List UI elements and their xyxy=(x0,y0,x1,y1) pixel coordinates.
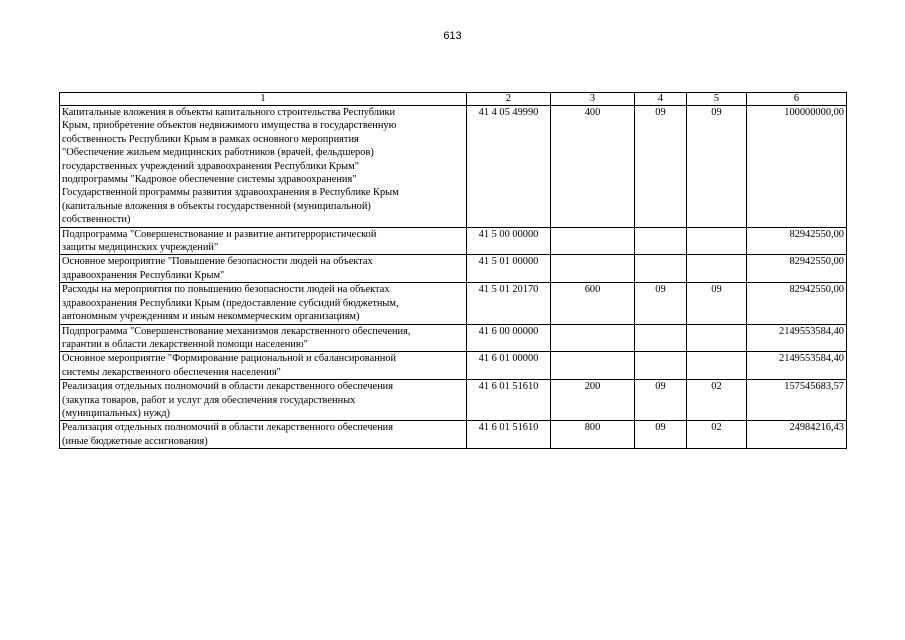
row-amount-cell: 2149553584,40 xyxy=(747,352,847,380)
row-code-cell: 41 6 01 51610 xyxy=(467,380,551,421)
row-name-line: Капитальные вложения в объекты капитального строительства Республики xyxy=(62,107,396,118)
table-row xyxy=(60,324,847,352)
row-amount-cell: 82942550,00 xyxy=(747,255,847,283)
column-header-3: 3 xyxy=(551,93,635,106)
row-name-line: (иные бюджетные ассигнования) xyxy=(62,435,208,447)
row-subsection-cell xyxy=(687,352,747,380)
table-row xyxy=(60,255,847,283)
column-header-2: 2 xyxy=(467,93,551,106)
row-name-line: (муниципальных) нужд) xyxy=(62,407,171,419)
row-expense-type-cell: 800 xyxy=(551,421,635,449)
row-name-line: Основное мероприятие "Формирование рациональной и сбалансированной xyxy=(62,353,397,365)
page-number: 613 xyxy=(443,30,462,42)
row-name-line: собственность Республики Крым в рамках основного мероприятия xyxy=(62,133,359,145)
row-section-cell xyxy=(635,227,687,255)
row-amount-cell: 24984216,43 xyxy=(747,421,847,449)
budget-table xyxy=(59,92,847,449)
row-code-cell: 41 6 01 51610 xyxy=(467,421,551,449)
row-name-line: Подпрограмма "Совершенствование и развитие антитеррористической xyxy=(62,228,377,240)
row-subsection-cell: 09 xyxy=(687,106,747,228)
column-header-5: 5 xyxy=(687,93,747,106)
row-name-cell xyxy=(60,352,467,380)
row-name-line: подпрограммы "Кадровое обеспечение системы здравоохранения" xyxy=(62,174,357,186)
row-code-cell: 41 5 00 00000 xyxy=(467,227,551,255)
row-section-cell: 09 xyxy=(635,106,687,228)
table-body xyxy=(60,106,847,449)
row-section-cell xyxy=(635,255,687,283)
row-expense-type-cell: 400 xyxy=(551,106,635,228)
row-amount-cell: 100000000,00 xyxy=(747,106,847,228)
row-amount-cell: 82942550,00 xyxy=(747,227,847,255)
row-name-line: "Обеспечение жильем медицинских работников (врачей, фельдшеров) xyxy=(62,147,374,159)
column-header-4: 4 xyxy=(635,93,687,106)
table-row xyxy=(60,380,847,421)
row-section-cell: 09 xyxy=(635,283,687,324)
column-header-1: 1 xyxy=(60,93,467,106)
row-amount-cell: 2149553584,40 xyxy=(747,324,847,352)
row-name-line: Подпрограмма "Совершенствование механизмов лекарственного обеспечения, xyxy=(62,325,411,337)
row-name-line: государственных учреждений здравоохранения Республики Крым" xyxy=(62,160,359,172)
row-name-line: Крым, приобретение объектов недвижимого имущества в государственную xyxy=(62,120,397,132)
row-name-line: гарантии в области лекарственной помощи населению" xyxy=(62,338,308,350)
row-section-cell: 09 xyxy=(635,380,687,421)
row-name-line: Государственной программы развития здравоохранения в Республике Крым xyxy=(62,187,399,199)
table-row xyxy=(60,283,847,324)
row-name-line: Реализация отдельных полномочий в области лекарственного обеспечения xyxy=(62,381,394,393)
table-header-row xyxy=(60,93,847,106)
row-name-cell xyxy=(60,255,467,283)
row-amount-cell: 82942550,00 xyxy=(747,283,847,324)
row-expense-type-cell xyxy=(551,352,635,380)
row-name-line: системы лекарственного обеспечения населения" xyxy=(62,366,281,378)
row-name-cell xyxy=(60,421,467,449)
row-subsection-cell xyxy=(687,324,747,352)
column-header-6: 6 xyxy=(747,93,847,106)
row-amount-cell: 157545683,57 xyxy=(747,380,847,421)
row-subsection-cell: 02 xyxy=(687,421,747,449)
row-name-line: Основное мероприятие "Повышение безопасности людей на объектах xyxy=(62,256,373,268)
row-section-cell xyxy=(635,324,687,352)
row-section-cell: 09 xyxy=(635,421,687,449)
row-name-line: (капитальные вложения в объекты государственной (муниципальной) xyxy=(62,200,371,212)
table-row xyxy=(60,352,847,380)
row-code-cell: 41 6 01 00000 xyxy=(467,352,551,380)
row-code-cell: 41 5 01 00000 xyxy=(467,255,551,283)
row-name-line: здравоохранения Республики Крым" xyxy=(62,269,225,281)
row-name-cell xyxy=(60,283,467,324)
row-expense-type-cell xyxy=(551,255,635,283)
row-subsection-cell: 02 xyxy=(687,380,747,421)
row-name-line: Расходы на мероприятия по повышению безопасности людей на объектах xyxy=(62,284,390,296)
row-name-cell xyxy=(60,324,467,352)
row-name-line: здравоохранения Республики Крым (предоставление субсидий бюджетным, xyxy=(62,297,399,309)
row-section-cell xyxy=(635,352,687,380)
row-name-line: Реализация отдельных полномочий в области лекарственного обеспечения xyxy=(62,422,394,434)
row-expense-type-cell xyxy=(551,227,635,255)
row-name-line: собственности) xyxy=(62,214,131,226)
row-name-line: автономным учреждениям и иным некоммерческим организациям) xyxy=(62,311,360,323)
row-subsection-cell xyxy=(687,255,747,283)
row-name-cell xyxy=(60,380,467,421)
row-expense-type-cell: 200 xyxy=(551,380,635,421)
table-row xyxy=(60,421,847,449)
row-subsection-cell xyxy=(687,227,747,255)
row-expense-type-cell: 600 xyxy=(551,283,635,324)
row-name-line: защиты медицинских учреждений" xyxy=(62,242,219,254)
row-subsection-cell: 09 xyxy=(687,283,747,324)
row-code-cell: 41 5 01 20170 xyxy=(467,283,551,324)
row-expense-type-cell xyxy=(551,324,635,352)
row-name-cell xyxy=(60,227,467,255)
row-code-cell: 41 6 00 00000 xyxy=(467,324,551,352)
row-code-cell: 41 4 05 49990 xyxy=(467,106,551,228)
row-name-line: (закупка товаров, работ и услуг для обеспечения государственных xyxy=(62,394,356,406)
table-row xyxy=(60,227,847,255)
table-row xyxy=(60,106,847,228)
row-name-cell xyxy=(60,106,467,228)
